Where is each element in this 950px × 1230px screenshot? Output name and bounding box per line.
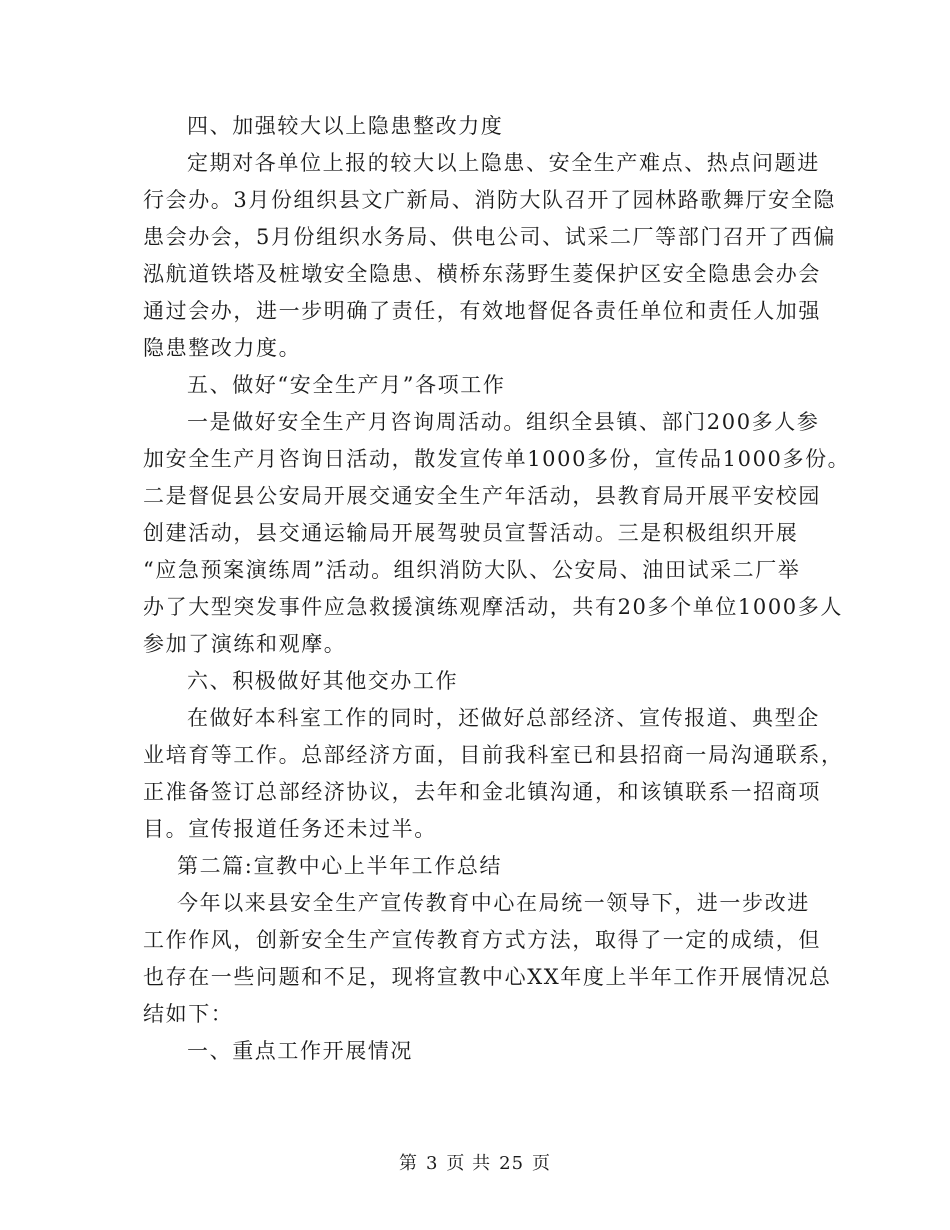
paragraph-line: 结如下： (143, 1002, 234, 1026)
paragraph-line: 业培育等工作。总部经济方面，目前我科室已和县招商一局沟通联系， (143, 743, 844, 767)
paragraph-line: 创建活动，县交通运输局开展驾驶员宣誓活动。三是积极组织开展 (143, 521, 799, 545)
paragraph-line: 二是督促县公安局开展交通安全生产年活动，县教育局开展平安校园 (143, 484, 821, 508)
paragraph-line: 也存在一些问题和不足，现将宣教中心XX年度上半年工作开展情况总 (143, 965, 832, 989)
chapter-heading: 第二篇:宣教中心上半年工作总结 (177, 854, 503, 878)
paragraph-line: 在做好本科室工作的同时，还做好总部经济、宣传报道、典型企 (187, 706, 820, 730)
footer-suffix: 页 (532, 1153, 552, 1174)
footer-middle: 页 共 (446, 1153, 492, 1174)
paragraph-line: 一是做好安全生产月咨询周活动。组织全县镇、部门200多人参 (187, 410, 820, 434)
section-heading: 六、积极做好其他交办工作 (187, 669, 459, 693)
paragraph-line: 泓航道铁塔及桩墩安全隐患、横桥东荡野生菱保护区安全隐患会办会 (143, 262, 821, 286)
paragraph-line: 行会办。3月份组织县文广新局、消防大队召开了园林路歌舞厅安全隐 (143, 188, 836, 212)
section-heading: 五、做好“安全生产月”各项工作 (187, 373, 506, 397)
footer-prefix: 第 (398, 1153, 418, 1174)
page-footer (0, 1152, 950, 1176)
paragraph-line: 今年以来县安全生产宣传教育中心在局统一领导下，进一步改进 (177, 891, 810, 915)
section-heading: 四、加强较大以上隐患整改力度 (187, 114, 504, 138)
paragraph-line: 参加了演练和观摩。 (143, 632, 347, 656)
paragraph-line: 隐患整改力度。 (143, 336, 302, 360)
document-body (143, 108, 851, 1070)
paragraph-line: “应急预案演练周”活动。组织消防大队、公安局、油田试采二厂举 (143, 558, 801, 582)
paragraph-line: 正准备签订总部经济协议，去年和金北镇沟通，和该镇联系一招商项 (143, 780, 821, 804)
section-heading: 一、重点工作开展情况 (187, 1039, 413, 1063)
paragraph-line: 患会办会，5月份组织水务局、供电公司、试采二厂等部门召开了西偏 (143, 225, 836, 249)
paragraph-line: 工作作风，创新安全生产宣传教育方式方法，取得了一定的成绩，但 (143, 928, 821, 952)
paragraph-line: 目。宣传报道任务还未过半。 (143, 817, 437, 841)
paragraph-line: 加安全生产月咨询日活动，散发宣传单1000多份，宣传品1000多份。 (143, 447, 851, 471)
paragraph-line: 定期对各单位上报的较大以上隐患、安全生产难点、热点问题进 (187, 151, 820, 175)
total-pages: 25 (499, 1153, 525, 1174)
page-number: 3 (425, 1153, 439, 1174)
paragraph-line: 通过会办，进一步明确了责任，有效地督促各责任单位和责任人加强 (143, 299, 821, 323)
paragraph-line: 办了大型突发事件应急救援演练观摩活动，共有20多个单位1000多人 (143, 595, 843, 619)
